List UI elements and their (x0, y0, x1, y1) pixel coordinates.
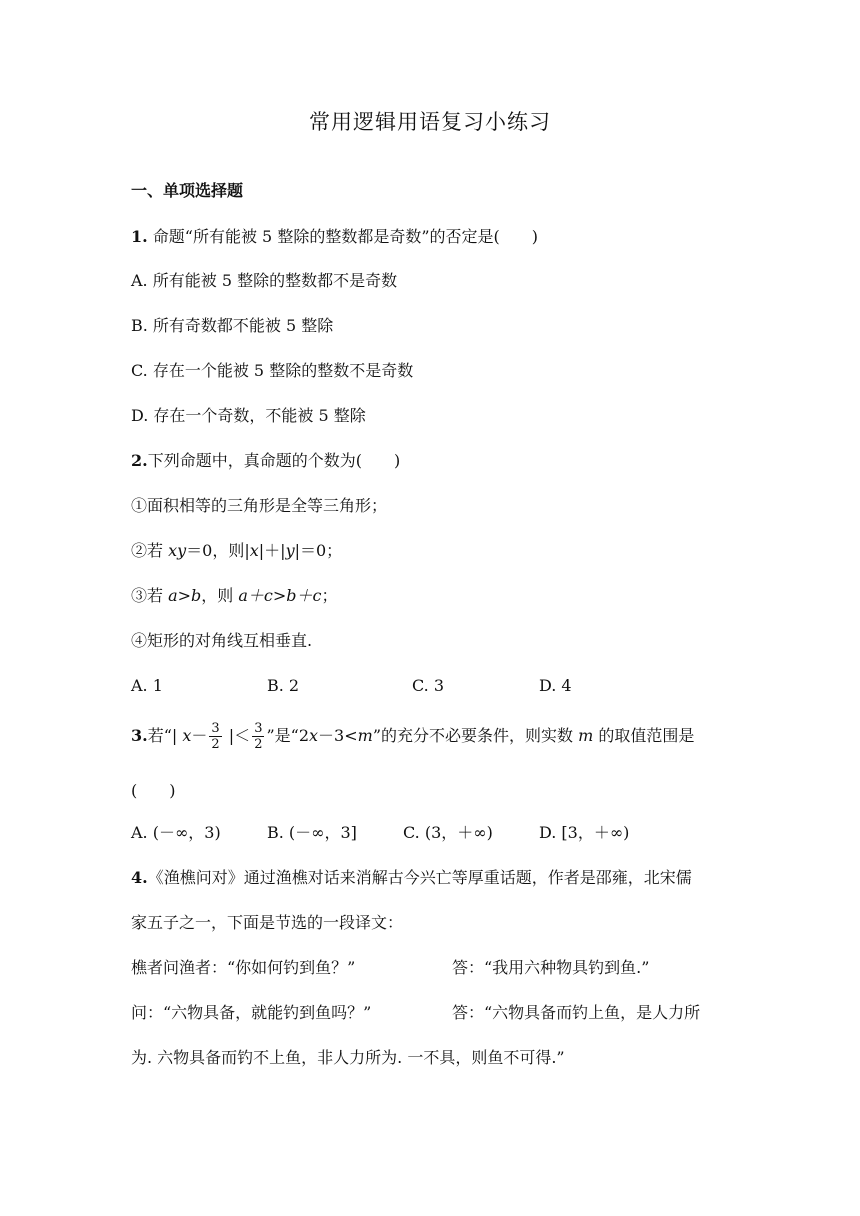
denominator: 2 (211, 737, 220, 752)
var: x (249, 541, 259, 560)
option-a: A. 所有能被 5 整除的整数都不是奇数 (131, 271, 398, 290)
paragraph-line: 家五子之一，下面是节选的一段译文： (131, 913, 404, 932)
statement-2 (131, 540, 342, 562)
dialogue-question: 樵者问渔者：“你如何钓到鱼？” (131, 958, 356, 977)
question-1 (131, 226, 538, 248)
fraction (252, 721, 264, 752)
var: a (168, 586, 178, 605)
var: a＋c>b＋c (238, 586, 322, 605)
question-stem: 《渔樵问对》通过渔樵对话来消解古今兴亡等厚重话题，作者是邵雍，北宋儒 (147, 868, 692, 887)
text: |＝0； (294, 541, 343, 560)
statement-1: ①面积相等的三角形是全等三角形； (131, 496, 388, 515)
text: 的取值范围是 (593, 726, 695, 745)
statement-3 (131, 585, 338, 607)
option-b: B. (－∞，3] (267, 823, 357, 842)
option-b: B. 所有奇数都不能被 5 整除 (131, 316, 334, 335)
dialogue-question: 问：“六物具备，就能钓到鱼吗？” (131, 1003, 372, 1022)
text: ②若 (131, 541, 169, 560)
var: x (182, 726, 192, 745)
var: x (309, 726, 319, 745)
option-a: A. 1 (131, 676, 163, 695)
option-d: D. 4 (539, 676, 572, 695)
option-c: C. 存在一个能被 5 整除的整数不是奇数 (131, 361, 414, 380)
option-c: C. (3，＋∞) (403, 823, 493, 842)
text: －3< (318, 726, 358, 745)
option-b: B. 2 (267, 676, 300, 695)
var: y (285, 541, 295, 560)
text: ，则 (201, 586, 239, 605)
question-3 (131, 716, 694, 756)
text: ； (321, 586, 338, 605)
question-2 (131, 450, 400, 472)
fraction (209, 721, 221, 752)
option-d: D. 存在一个奇数，不能被 5 整除 (131, 406, 366, 425)
text: ＝0，则| (186, 541, 250, 560)
var: xy (168, 541, 187, 560)
text: 若“ (147, 726, 172, 745)
var: b (191, 586, 202, 605)
statement-4: ④矩形的对角线互相垂直. (131, 631, 313, 650)
question-stem: 命题“所有能被 5 整除的整数都是奇数”的否定是( ) (147, 227, 538, 246)
question-4 (131, 867, 692, 889)
page-title: 常用逻辑用语复习小练习 (309, 110, 551, 134)
text: ”是“2 (266, 726, 310, 745)
numerator: 3 (211, 721, 220, 736)
option-c: C. 3 (412, 676, 445, 695)
text: |＜ (223, 726, 251, 745)
var: m (578, 726, 594, 745)
denominator: 2 (254, 737, 263, 752)
var: m (357, 726, 373, 745)
question-number: 2. (131, 451, 148, 470)
answer-paren: ( ) (131, 781, 176, 800)
paragraph-line: 为. 六物具备而钓不上鱼，非人力所为. 一不具，则鱼不可得.” (131, 1048, 565, 1067)
section-heading: 一、单项选择题 (131, 181, 244, 200)
numerator: 3 (254, 721, 263, 736)
text: |＋| (258, 541, 286, 560)
text: ③若 (131, 586, 169, 605)
text: － (191, 726, 208, 745)
option-a: A. (－∞，3) (131, 823, 221, 842)
question-number: 1. (131, 227, 148, 246)
dialogue-answer: 答：“我用六种物具钓到鱼.” (452, 958, 650, 977)
question-number: 4. (131, 868, 148, 887)
dialogue-answer: 答：“六物具备而钓上鱼，是人力所 (452, 1003, 701, 1022)
text: | (171, 726, 183, 745)
text: > (177, 586, 192, 605)
question-number: 3. (131, 726, 148, 745)
option-d: D. [3，＋∞) (539, 823, 630, 842)
question-stem: 下列命题中，真命题的个数为( ) (147, 451, 401, 470)
text: ”的充分不必要条件，则实数 (372, 726, 579, 745)
